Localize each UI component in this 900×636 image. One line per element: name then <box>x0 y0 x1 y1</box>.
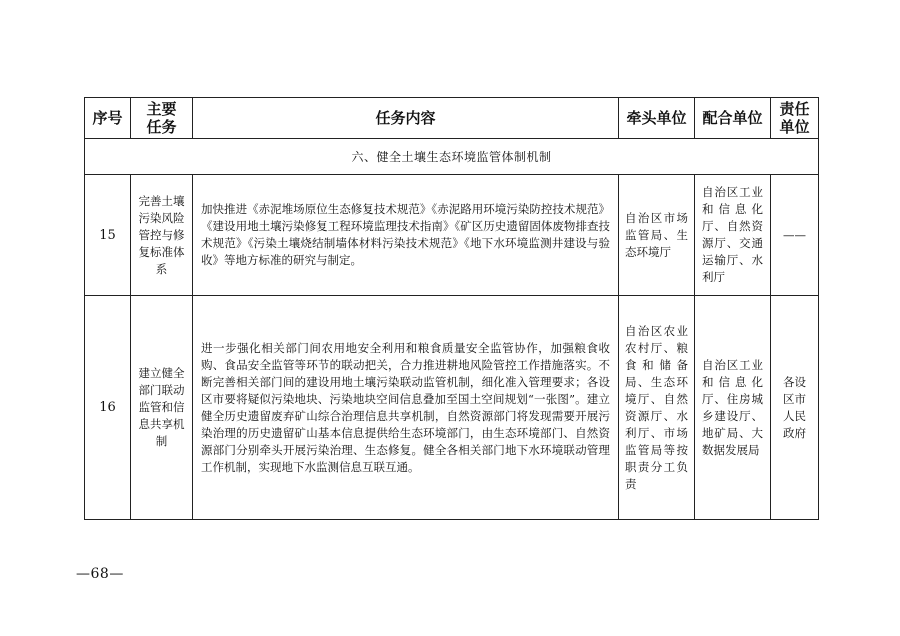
header-lead: 牵头单位 <box>619 98 695 139</box>
row-coop-unit: 自治区工业和信息化厅、自然资源厅、交通运输厅、水利厅 <box>695 175 771 296</box>
header-task-line2: 任务 <box>146 118 177 136</box>
table-row <box>85 296 819 520</box>
row-coop-unit: 自治区工业和信息化厅、住房城乡建设厅、地矿局、大数据发展局 <box>695 296 771 520</box>
section-title: 六、健全土壤生态环境监管体制机制 <box>85 139 819 175</box>
row-resp-unit: 各设区市人民政府 <box>771 296 819 520</box>
section-row <box>85 139 819 175</box>
header-coop: 配合单位 <box>695 98 771 139</box>
header-content: 任务内容 <box>193 98 619 139</box>
row-content: 加快推进《赤泥堆场原位生态修复技术规范》《赤泥路用环境污染防控技术规范》《建设用地土壤污染修复工程环境监理技术指南》《矿区历史遗留固体废物排查技术规范》《污染土壤烧结制墙体材料污染技术规范》《地下水环境监测井建设与验收》等地方标准的研究与制定。 <box>193 175 619 296</box>
table-header-row <box>85 98 819 139</box>
header-no: 序号 <box>85 98 131 139</box>
row-number: 15 <box>85 175 131 296</box>
row-content: 进一步强化相关部门间农用地安全利用和粮食质量安全监管协作，加强粮食收购、食品安全监管等环节的联动把关，合力推进耕地风险管控工作措施落实。不断完善相关部门间的建设用地土壤污染联动监管机制，细化准入管理要求；各设区市要将疑似污染地块、污染地块空间信息叠加至国土空间规划“一张图”。建立健全历史遗留废弃矿山综合治理信息共享机制，自然资源部门将发现需要开展污染治理的历史遗留矿山基本信息提供给生态环境部门，由生态环境部门、自然资源部门分别牵头开展污染治理、生态修复。健全各相关部门地下水环境联动管理工作机制，实现地下水监测信息互联互通。 <box>193 296 619 520</box>
row-task: 建立健全部门联动监管和信息共享机制 <box>131 296 193 520</box>
header-resp-line2: 单位 <box>779 118 810 136</box>
row-task: 完善土壤污染风险管控与修复标准体系 <box>131 175 193 296</box>
header-task-line1: 主要 <box>146 100 177 118</box>
row-number: 16 <box>85 296 131 520</box>
table-row <box>85 175 819 296</box>
row-lead-unit: 自治区农业农村厅、粮食和储备局、生态环境厅、自然资源厅、水利厅、市场监管局等按职责分工负责 <box>619 296 695 520</box>
row-lead-unit: 自治区市场监管局、生态环境厅 <box>619 175 695 296</box>
row-resp-unit: —— <box>771 175 819 296</box>
header-resp-line1: 责任 <box>779 100 810 118</box>
header-task <box>131 98 193 139</box>
header-resp <box>771 98 819 139</box>
task-table <box>84 97 819 520</box>
page-number: —68— <box>76 566 124 582</box>
